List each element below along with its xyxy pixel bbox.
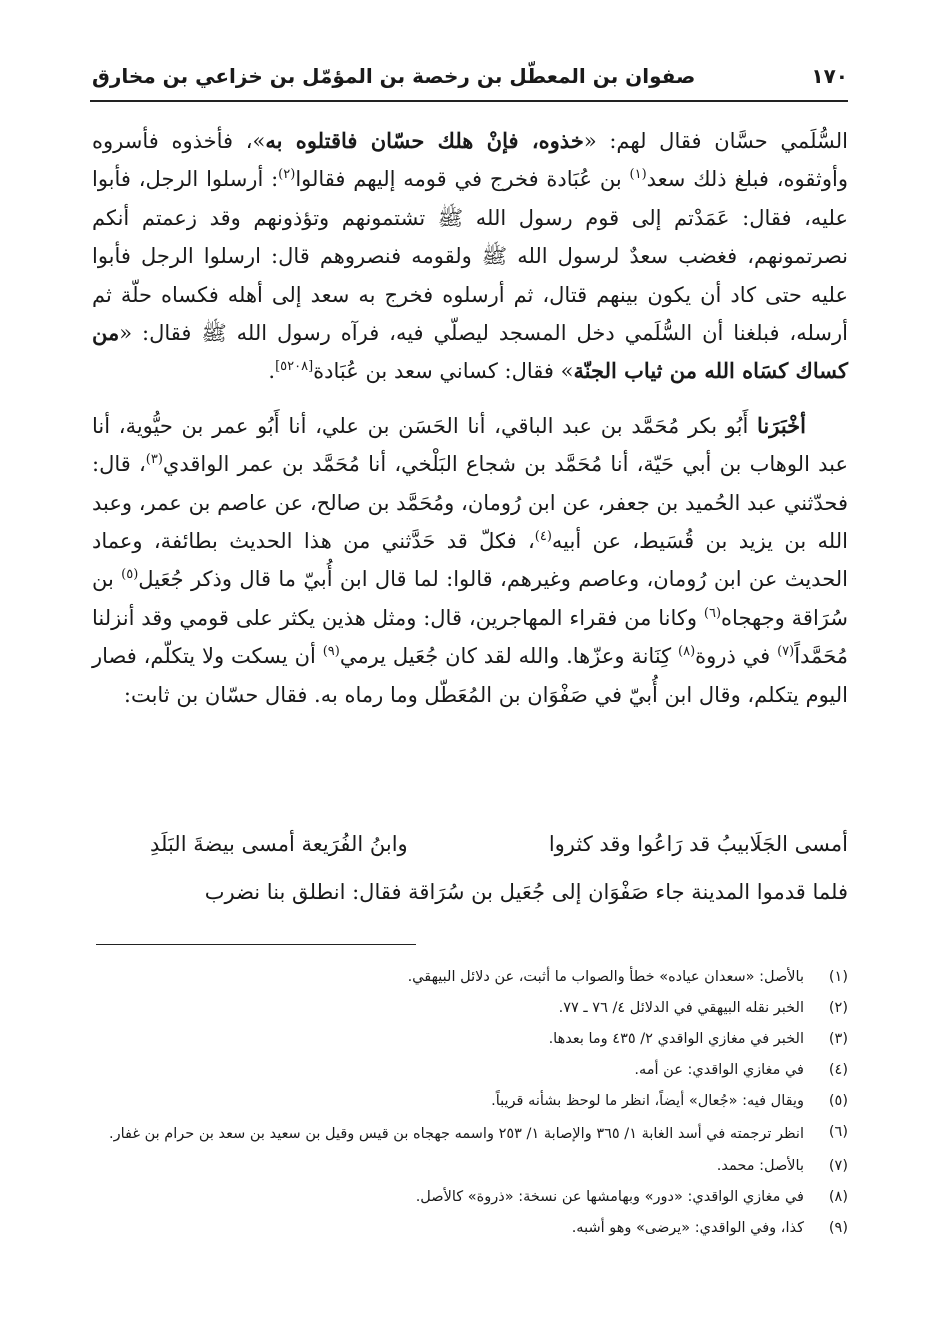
text-segment: بن عُبَادة فخرج في قومه إليهم فقالوا <box>295 167 630 192</box>
footnote-number: (٧) <box>828 1158 848 1174</box>
footnote-ref[interactable]: (٨) <box>678 644 696 660</box>
continuation-line: فلما قدموا المدينة جاء صَفْوَان إلى جُعَيل بن سُرَاقة فقال: انطلق بنا نضرب <box>204 880 848 904</box>
footnote-item <box>92 1151 848 1182</box>
footnote-number: (٥) <box>828 1093 848 1109</box>
page-number: ١٧٠ <box>811 64 848 88</box>
footnote-item <box>92 1117 848 1151</box>
footnote-ref[interactable]: (٩) <box>322 644 340 660</box>
footnote-number: (٤) <box>828 1062 848 1078</box>
text-segment: ، فكلّ قد حَدَّثني من هذا الحديث بطائفة، وعماد الحديث عن ابن رُومان، وعاصم وغيرهم، قالوا: لما قال ابن أُبيّ ما قال وذكر جُعَيل <box>92 529 848 592</box>
footnote-text: بالأصل: «سعدان عياده» خطأ والصواب ما أثبت، عن دلائل البيهقي. <box>407 969 804 985</box>
text-segment: ، قال: فحدّثني عبد الحُميد بن جعفر، عن ابن رُومان، ومُحَمَّد بن صالح، عن عاصم بن عمر، وعبد الله بن يزيد بن قُسَيط، عن أبيه <box>92 452 848 554</box>
header-rule <box>90 100 848 102</box>
footnote-number: (٢) <box>828 1000 848 1016</box>
text-segment: في ذروة <box>695 644 778 669</box>
verse-first-hemistich: أمسى الجَلَابيبُ قد رَاعُوا وقد كثروا <box>548 832 848 856</box>
footnote-text: كذا، وفي الواقدي: «يرضى» وهو أشبه. <box>571 1220 804 1236</box>
footnote-ref[interactable]: (٢) <box>278 167 296 183</box>
footnote-number: (٨) <box>828 1189 848 1205</box>
text-segment: بن سُرَاقة وجهجاه <box>92 567 848 630</box>
footnote-text: في مغازي الواقدي: «دور» وبهامشها عن نسخة: «ذروة» كالأصل. <box>415 1189 804 1205</box>
footnote-item <box>92 1213 848 1244</box>
entry-number: [٥٢٠٨] <box>275 359 314 375</box>
footnote-text: انظر ترجمته في أسد الغابة ١/ ٣٦٥ والإصابة ١/ ٢٥٣ واسمه جهجاه بن قيس وقيل بن سعيد بن سعد بن حرام بن غفار. <box>109 1126 804 1142</box>
footnote-ref[interactable]: (٦) <box>703 605 722 621</box>
text-segment: : أرسلوا الرجل، فأبوا عليه، فقال: عَمَدْتم إلى قوم رسول الله ﷺ تشتمونهم وتؤذونهم وقد زعمتم أنكم نصرتمونهم، فغضب سعدٌ لرسول الله ﷺ ولقومه فنصروهم قال: ارسلوا الرجل فأبوا عليه حتى كاد أن يكون بينهم قتال، ثم أرسلوه فخرج به سعد إلى أهله فكساه حلّة ثم أرسله، فبلغنا أن السُّلَمي دخل المسجد ليصلّي فيه، فرآه رسول الله ﷺ فقال: « <box>92 167 848 346</box>
footnote-ref[interactable]: (٥) <box>121 567 139 583</box>
footnote-number: (٣) <box>828 1031 848 1047</box>
footnote-ref[interactable]: (٧) <box>777 644 795 660</box>
footnote-number: (١) <box>828 969 848 985</box>
verse-second-hemistich: وابنُ الفُرَيعة أمسى بيضةَ البَلَدِ <box>150 832 408 856</box>
footnote-number: (٦) <box>828 1124 848 1140</box>
text-segment: » فقال: كساني سعد بن عُبَادة <box>313 359 574 384</box>
text-segment: كِنَانة وعزّها. والله لقد كان جُعَيل يرمي <box>339 644 679 669</box>
footnote-item <box>92 962 848 993</box>
footnote-item <box>92 1055 848 1086</box>
footnote-item <box>92 993 848 1024</box>
text-segment: »، فأخذوه فأسروه وأوثقوه، فبلغ ذلك سعد <box>92 129 848 192</box>
footnote-text: الخبر نقله البيهقي في الدلائل ٤/ ٧٦ ـ ٧٧. <box>558 1000 804 1016</box>
paragraph-1 <box>92 122 848 391</box>
running-title: صفوان بن المعطّل بن رخصة بن المؤمّل بن خزاعي بن مخارق <box>92 64 696 88</box>
text-segment: أَبُو بكر مُحَمَّد بن عبد الباقي، أنا الحَسَن بن علي، أنا أَبُو عمر بن حيُّوية، أنا عبد الوهاب بن أبي حَيّة، أنا مُحَمَّد بن شجاع البَلْخي، أنا مُحَمَّد بن عمر الواقدي <box>92 413 848 477</box>
footnotes <box>92 962 848 1244</box>
main-text <box>92 122 848 714</box>
isnad-opener: أخْبَرَنا <box>757 412 806 438</box>
footnote-text: الخبر في مغازي الواقدي ٢/ ٤٣٥ وما بعدها. <box>548 1031 804 1047</box>
hadith-quote: خذوه، فإنْ هلك حسّان فاقتلوه به <box>265 128 584 153</box>
footnote-ref[interactable]: (٣) <box>145 452 163 468</box>
text-segment: أن يسكت ولا يتكلّم، فصار اليوم يتكلم، وقال ابن أُبيّ في صَفْوَان بن المُعَطّل وما رماه به. فقال حسّان بن ثابت: <box>92 644 848 707</box>
text-segment: . <box>268 359 276 384</box>
footnote-item <box>92 1182 848 1213</box>
footnote-text: بالأصل: محمد. <box>716 1158 804 1174</box>
footnote-ref[interactable]: (١) <box>629 167 647 183</box>
footnote-number: (٩) <box>828 1220 848 1236</box>
text-segment: وكانا من فقراء المهاجرين، قال: ومثل هذين يكثر على قومي وقد أنزلنا مُحَمَّداً <box>92 605 849 669</box>
footnote-item <box>92 1024 848 1055</box>
footnote-item <box>92 1086 848 1117</box>
hadith-quote: من كساك كسَاه الله من ثياب الجنّة <box>92 320 848 384</box>
text-segment: السُّلَمي حسَّان فقال لهم: « <box>583 129 848 153</box>
page-header <box>92 54 848 98</box>
footnote-separator <box>96 944 416 945</box>
footnote-text: في مغازي الواقدي: عن أمه. <box>634 1062 804 1078</box>
poem-verse <box>150 822 848 866</box>
footnote-ref[interactable]: (٤) <box>534 529 552 545</box>
paragraph-2 <box>92 407 848 714</box>
footnote-text: ويقال فيه: «جُعال» أيضاً، انظر ما لوحظ بشأنه قريباً. <box>491 1093 804 1109</box>
